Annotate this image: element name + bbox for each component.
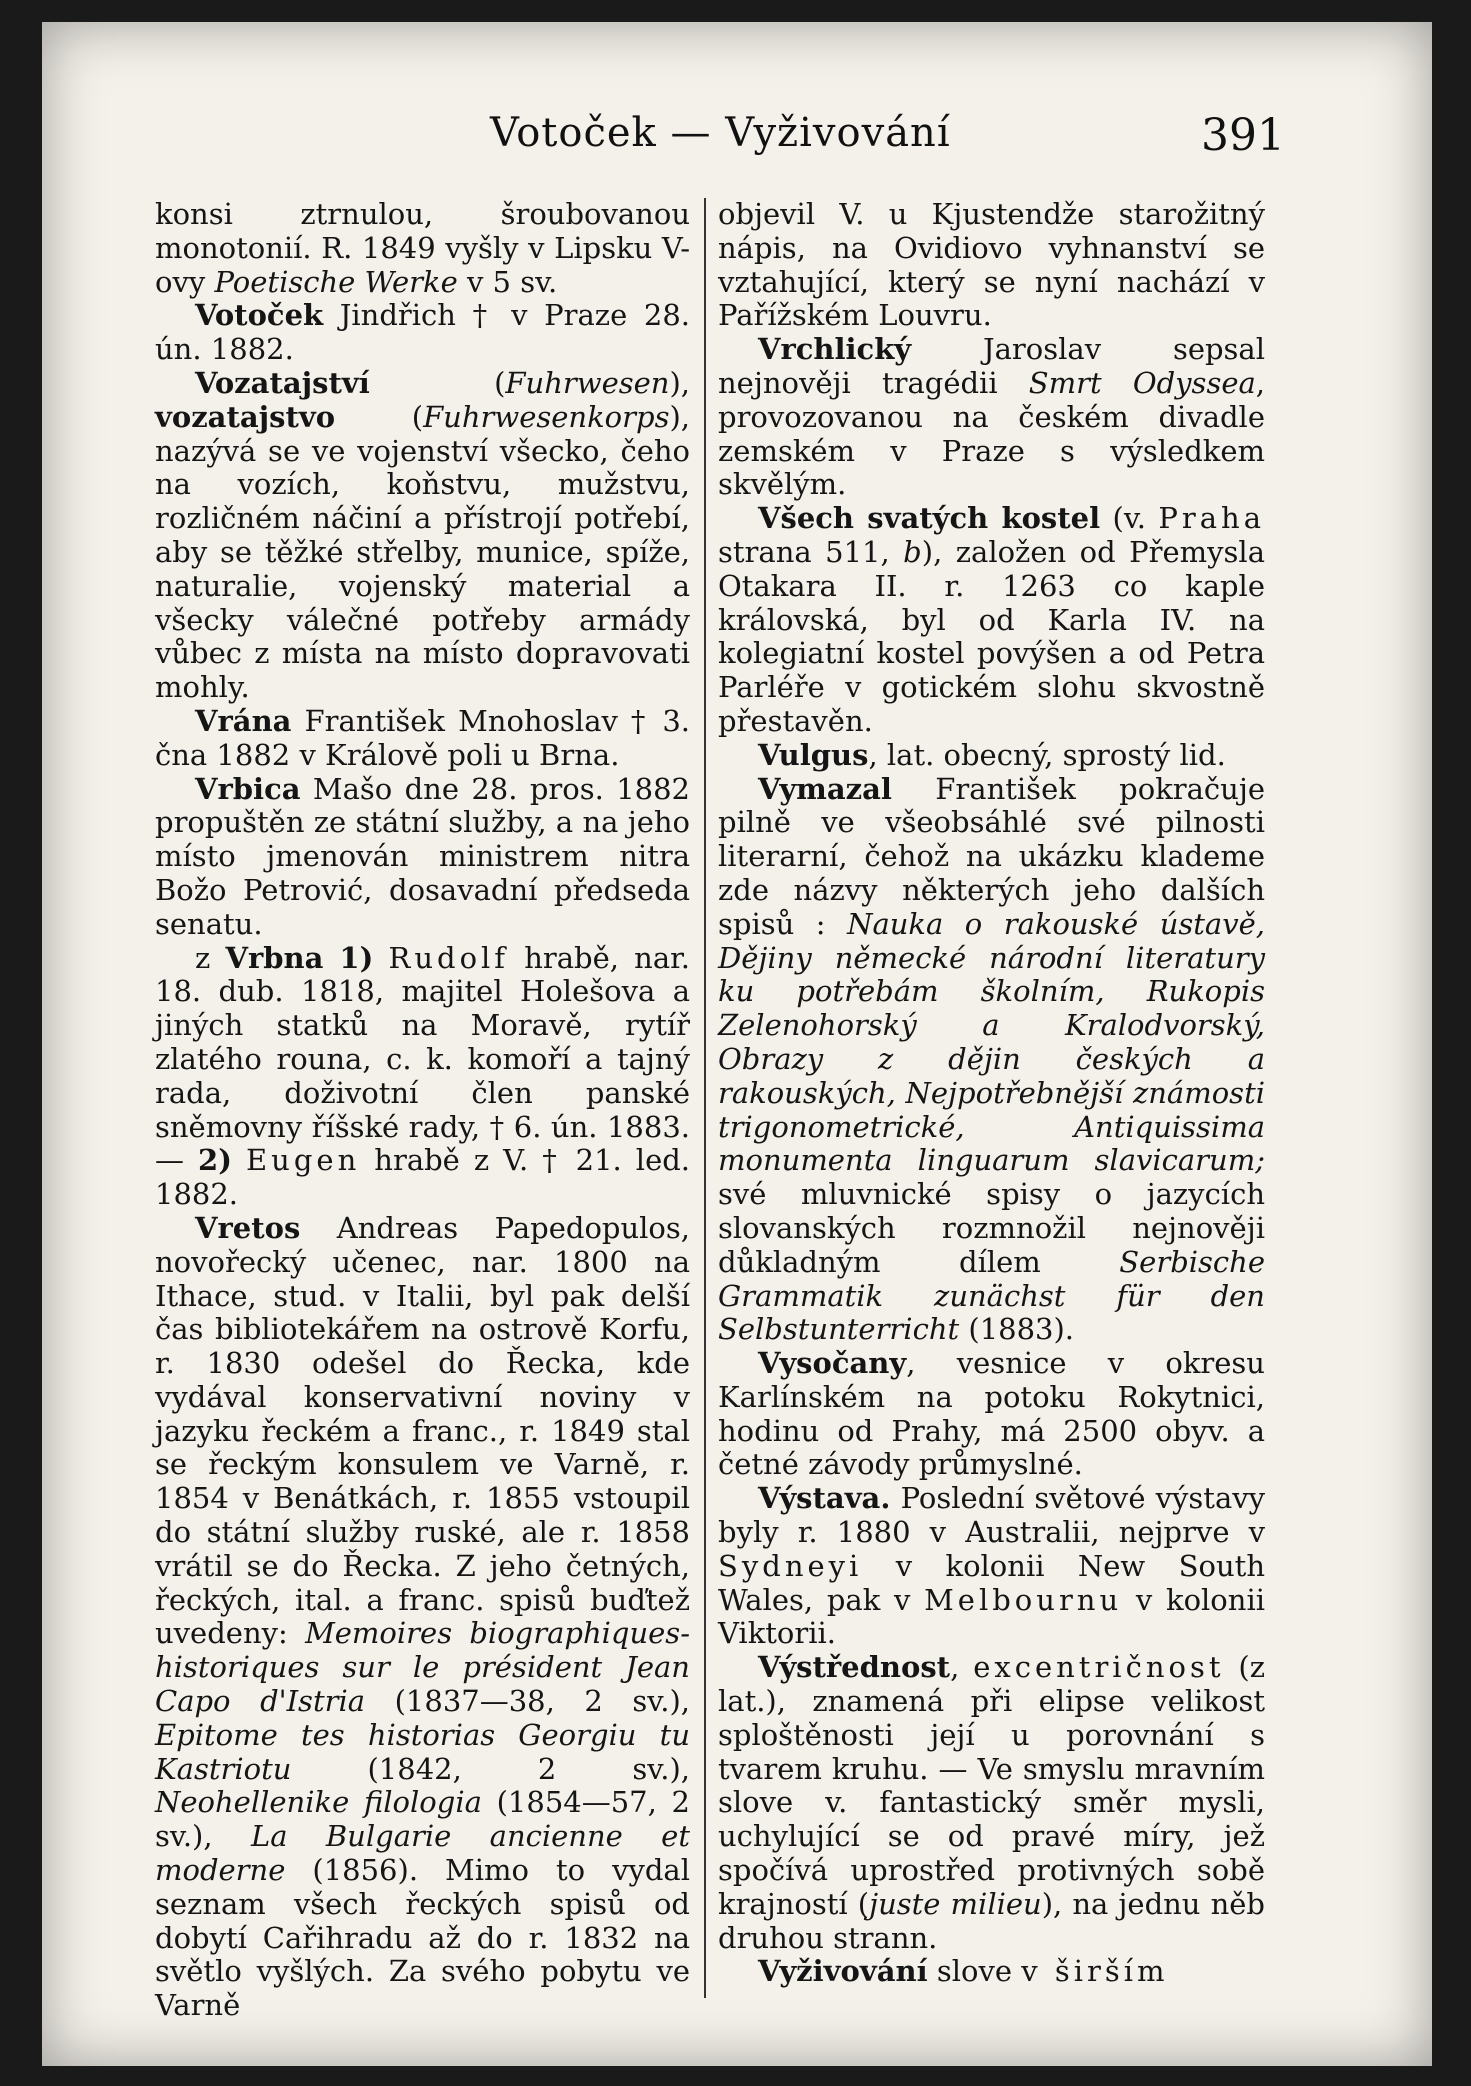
page-header bbox=[490, 110, 1285, 170]
entry-vymazal: Vymazal František pokračuje pilně ve všeobsáhlé své pilnosti literarní, čehož na ukázku klademe zde názvy některých jeho dalších spisů : Nauka o rakouské ústavě, Dějiny německé národní literatury ku potřebám školním, Rukopis Zelenohorský a Kralodvorský, Obrazy z dějin českých a rakouských, Nejpotřebnější známosti trigonometrické, Antiquissima monumenta linguarum slavicarum; své mluvnické spisy o jazycích slovanských rozmnožil nejnověji důkladným dílem Serbische Grammatik zunächst für den Selbstunterricht (1883). bbox=[718, 771, 1265, 1347]
headword: Vysočany bbox=[758, 1346, 907, 1381]
headword: Vymazal bbox=[758, 771, 892, 806]
headword: Vrána bbox=[195, 703, 292, 738]
column-divider bbox=[704, 198, 706, 1998]
entry-vystrednost: Výstřednost, excentričnost (z lat.), znamená při elipse velikost sploštěnosti její u porovnání s tvarem kruhu. — Ve smyslu mravním slove v. fantastický směr mysli, uchylující se od pravé míry, jež spočívá uprostřed protivných sobě krajností (juste milieu), na jednu něb druhou strann. bbox=[718, 1650, 1265, 1955]
headword: Výstřednost bbox=[758, 1650, 951, 1685]
headword: Vyživování bbox=[758, 1954, 928, 1989]
entry-vozatajstvi: Vozatajství (Fuhrwesen), vozatajstvo (Fuhrwesenkorps), nazývá se ve vojenství všecko, čeho na vozích, koňstvu, mužstvu, rozličném náčiní a přístrojí potřebí, aby se těžké střelby, munice, spíže, naturalie, vojenský material a všecky válečné potřeby armády vůbec z místa na místo dopravovati mohly. bbox=[155, 365, 690, 705]
entry-votocek: Votoček Jindřich † v Praze 28. ún. 1882. bbox=[155, 298, 690, 367]
running-title: Votoček — Vyživování bbox=[490, 110, 951, 156]
entry-vystava: Výstava. Poslední světové výstavy byly r. 1880 v Australii, nejprve v Sydneyi v kolonii New South Wales, pak v Melbournu v kolonii Viktorii. bbox=[718, 1481, 1265, 1651]
headword: Vrbna 1) bbox=[225, 940, 374, 975]
headword: Vulgus bbox=[758, 737, 869, 772]
entry-vrbna: z Vrbna 1) Rudolf hrabě, nar. 18. dub. 1818, majitel Holešova a jiných statků na Moravě, rytíř zlatého rouna, c. k. komoří a tajný rada, doživotní člen panské sněmovny říšské rady, † 6. ún. 1883. — 2) Eugen hrabě z V. † 21. led. 1882. bbox=[155, 940, 691, 1212]
entry-vsech-svatych: Všech svatých kostel (v. Praha strana 511, b), založen od Přemysla Otakara II. r. 1263 co kaple královská, byl od Karla IV. na kolegiatní kostel povýšen a od Petra Parléře v gotickém slohu skvostně přestavěn. bbox=[718, 501, 1265, 738]
entry-vyzivovani: Vyživování slove v širším bbox=[758, 1954, 1169, 1989]
left-column bbox=[155, 198, 690, 2023]
headword: Vrbica bbox=[195, 771, 301, 806]
headword: Vrchlický bbox=[758, 332, 912, 367]
headword: Vozatajství bbox=[195, 365, 370, 400]
entry-vrana: Vrána František Mnohoslav † 3. čna 1882 v Králově poli u Brna. bbox=[155, 703, 690, 772]
entry-vretos: Vretos Andreas Papedopulos, novořecký učenec, nar. 1800 na Ithace, stud. v Italii, byl pak delší čas bibliotekářem na ostrově Korfu, r. 1830 odešel do Řecka, kde vydával konservativní noviny v jazyku řeckém a franc., r. 1849 stal se řeckým konsulem ve Varně, r. 1854 v Benátkách, r. 1855 vstoupil do státní služby ruské, ale r. 1858 vrátil se do Řecka. Z jeho četných, řeckých, ital. a franc. spisů buďtež uvedeny: Memoires biographiques-historiques sur le président Jean Capo d'Istria (1837—38, 2 sv.), Epitome tes historias Georgiu tu Kastriotu (1842, 2 sv.), Neohellenike filologia (1854—57, 2 sv.), La Bulgarie ancienne et moderne (1856). Mimo to vydal seznam všech řeckých spisů od dobytí Cařihradu až do r. 1832 na světlo vyšlých. Za svého pobytu ve Varně bbox=[155, 1210, 690, 2023]
headword: Votoček bbox=[195, 298, 324, 333]
headword: Vretos bbox=[195, 1210, 301, 1245]
entry-vrbica: Vrbica Mašo dne 28. pros. 1882 propuštěn ze státní služby, a na jeho místo jmenován ministrem nitra Božo Petrović, dosavadní předseda senatu. bbox=[155, 771, 690, 941]
entry-vysocany: Vysočany, vesnice v okresu Karlínském na potoku Rokytnici, hodinu od Prahy, má 2500 obyv. a četné závody průmyslné. bbox=[718, 1346, 1265, 1482]
entry-vulgus: Vulgus, lat. obecný, sprostý lid. bbox=[758, 737, 1226, 772]
right-column bbox=[718, 198, 1265, 1989]
entry-continuation: konsi ztrnulou, šroubovanou monotonií. R. 1849 vyšly v Lipsku V-ovy Poetische Werke v 5 sv. bbox=[155, 197, 690, 299]
entry-continuation: objevil V. u Kjustendže starožitný nápis, na Ovidiovo vyhnanství se vztahující, který se nyní nachází v Pařížském Louvru. bbox=[718, 197, 1265, 333]
page-number: 391 bbox=[1201, 110, 1285, 161]
entry-vrchlicky: Vrchlický Jaroslav sepsal nejnověji tragédii Smrt Odyssea, provozovanou na českém divadle zemském v Praze s výsledkem skvělým. bbox=[718, 332, 1265, 502]
headword: Všech svatých kostel bbox=[758, 501, 1101, 536]
headword: Výstava. bbox=[758, 1481, 891, 1516]
